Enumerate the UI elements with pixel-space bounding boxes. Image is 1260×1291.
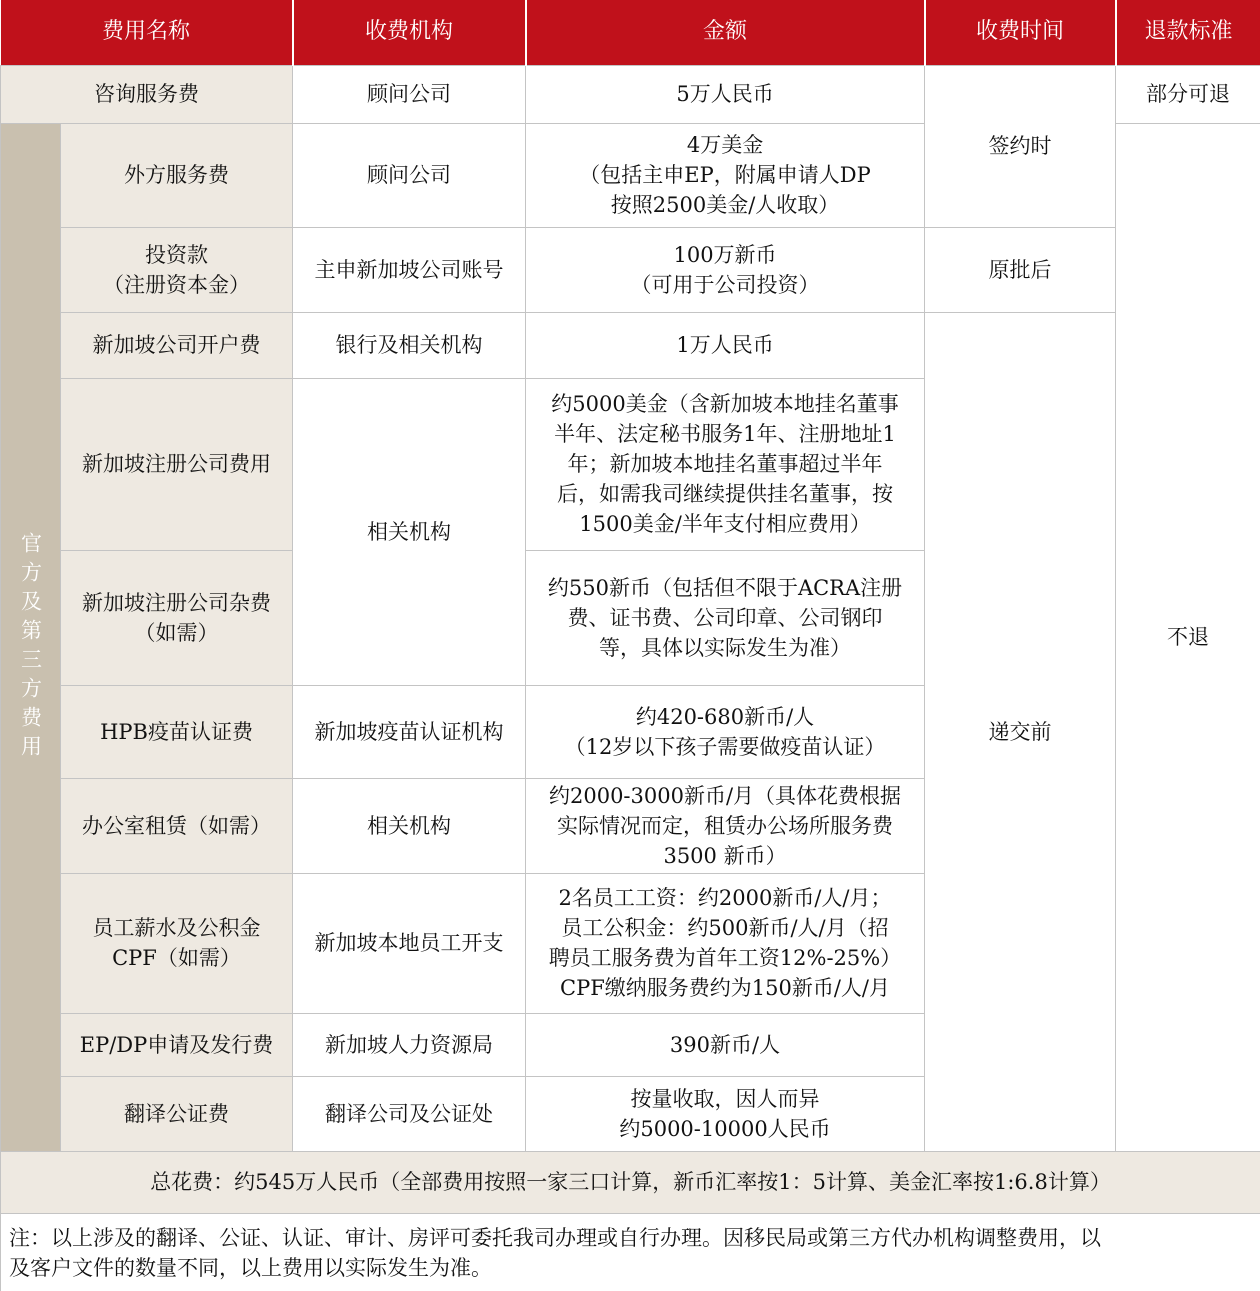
fee-name: 翻译公证费: [61, 1076, 293, 1151]
fee-name: 外方服务费: [61, 123, 293, 227]
fee-time-approval: 原批后: [925, 227, 1116, 312]
fee-org: 新加坡人力资源局: [293, 1013, 526, 1076]
fee-org: 新加坡疫苗认证机构: [293, 685, 526, 778]
fee-name: 新加坡公司开户费: [61, 312, 293, 378]
fee-amount: 按量收取，因人而异 约5000-10000人民币: [526, 1076, 925, 1151]
fee-amount: 2名员工工资：约2000新币/人/月； 员工公积金：约500新币/人/月（招 聘员工服务费为首年工资12%-25%） CPF缴纳服务费约为150新币/人/月: [526, 873, 925, 1013]
fee-amount: 390新币/人: [526, 1013, 925, 1076]
total-row: [1, 1151, 1260, 1213]
fee-name: 员工薪水及公积金 CPF（如需）: [61, 873, 293, 1013]
fee-amount: 100万新币 （可用于公司投资）: [526, 227, 925, 312]
fee-org: 相关机构: [293, 778, 526, 873]
header-org: 收费机构: [293, 0, 526, 65]
fee-org: 相关机构: [293, 378, 526, 685]
table-header-row: [1, 0, 1260, 65]
fee-org: 银行及相关机构: [293, 312, 526, 378]
fee-org: 主申新加坡公司账号: [293, 227, 526, 312]
table-row: [1, 312, 1260, 378]
fee-name: 投资款 （注册资本金）: [61, 227, 293, 312]
note-row: [1, 1213, 1260, 1291]
category-label: 官方及第三方费用: [18, 532, 43, 764]
fee-name: EP/DP申请及发行费: [61, 1013, 293, 1076]
fee-name: 咨询服务费: [1, 65, 293, 123]
fee-org: 顾问公司: [293, 123, 526, 227]
header-amount: 金额: [526, 0, 925, 65]
fee-name: HPB疫苗认证费: [61, 685, 293, 778]
refund-none: 不退: [1116, 123, 1260, 1151]
fee-amount: 约5000美金（含新加坡本地挂名董事 半年、法定秘书服务1年、注册地址1 年；新加坡本地挂名董事超过半年 后，如需我司继续提供挂名董事，按 1500美金/半年支付相应费用）: [526, 378, 925, 550]
table-row: [1, 227, 1260, 312]
fee-time-submit: 递交前: [925, 312, 1116, 1151]
category-cell: [1, 123, 61, 1151]
fee-org: 新加坡本地员工开支: [293, 873, 526, 1013]
fee-amount: 5万人民币: [526, 65, 925, 123]
fee-name: 办公室租赁（如需）: [61, 778, 293, 873]
fee-time-sign: 签约时: [925, 65, 1116, 227]
footnote: 注：以上涉及的翻译、公证、认证、审计、房评可委托我司办理或自行办理。因移民局或第三方代办机构调整费用，以 及客户文件的数量不同，以上费用以实际发生为准。: [1, 1213, 1260, 1291]
fee-org: 顾问公司: [293, 65, 526, 123]
fee-name: 新加坡注册公司费用: [61, 378, 293, 550]
fee-amount: 约550新币（包括但不限于ACRA注册 费、证书费、公司印章、公司钢印 等，具体以实际发生为准）: [526, 550, 925, 685]
fee-amount: 1万人民币: [526, 312, 925, 378]
fee-amount: 约2000-3000新币/月（具体花费根据 实际情况而定，租赁办公场所服务费 3500 新币）: [526, 778, 925, 873]
header-time: 收费时间: [925, 0, 1116, 65]
fee-amount: 约420-680新币/人 （12岁以下孩子需要做疫苗认证）: [526, 685, 925, 778]
refund-partial: 部分可退: [1116, 65, 1260, 123]
fee-org: 翻译公司及公证处: [293, 1076, 526, 1151]
table-row: [1, 65, 1260, 123]
total-cost: 总花费：约545万人民币（全部费用按照一家三口计算，新币汇率按1：5计算、美金汇率按1:6.8计算）: [1, 1151, 1260, 1213]
fee-amount: 4万美金 （包括主申EP，附属申请人DP 按照2500美金/人收取）: [526, 123, 925, 227]
header-fee-name: 费用名称: [1, 0, 293, 65]
fee-name: 新加坡注册公司杂费 （如需）: [61, 550, 293, 685]
header-refund: 退款标准: [1116, 0, 1260, 65]
